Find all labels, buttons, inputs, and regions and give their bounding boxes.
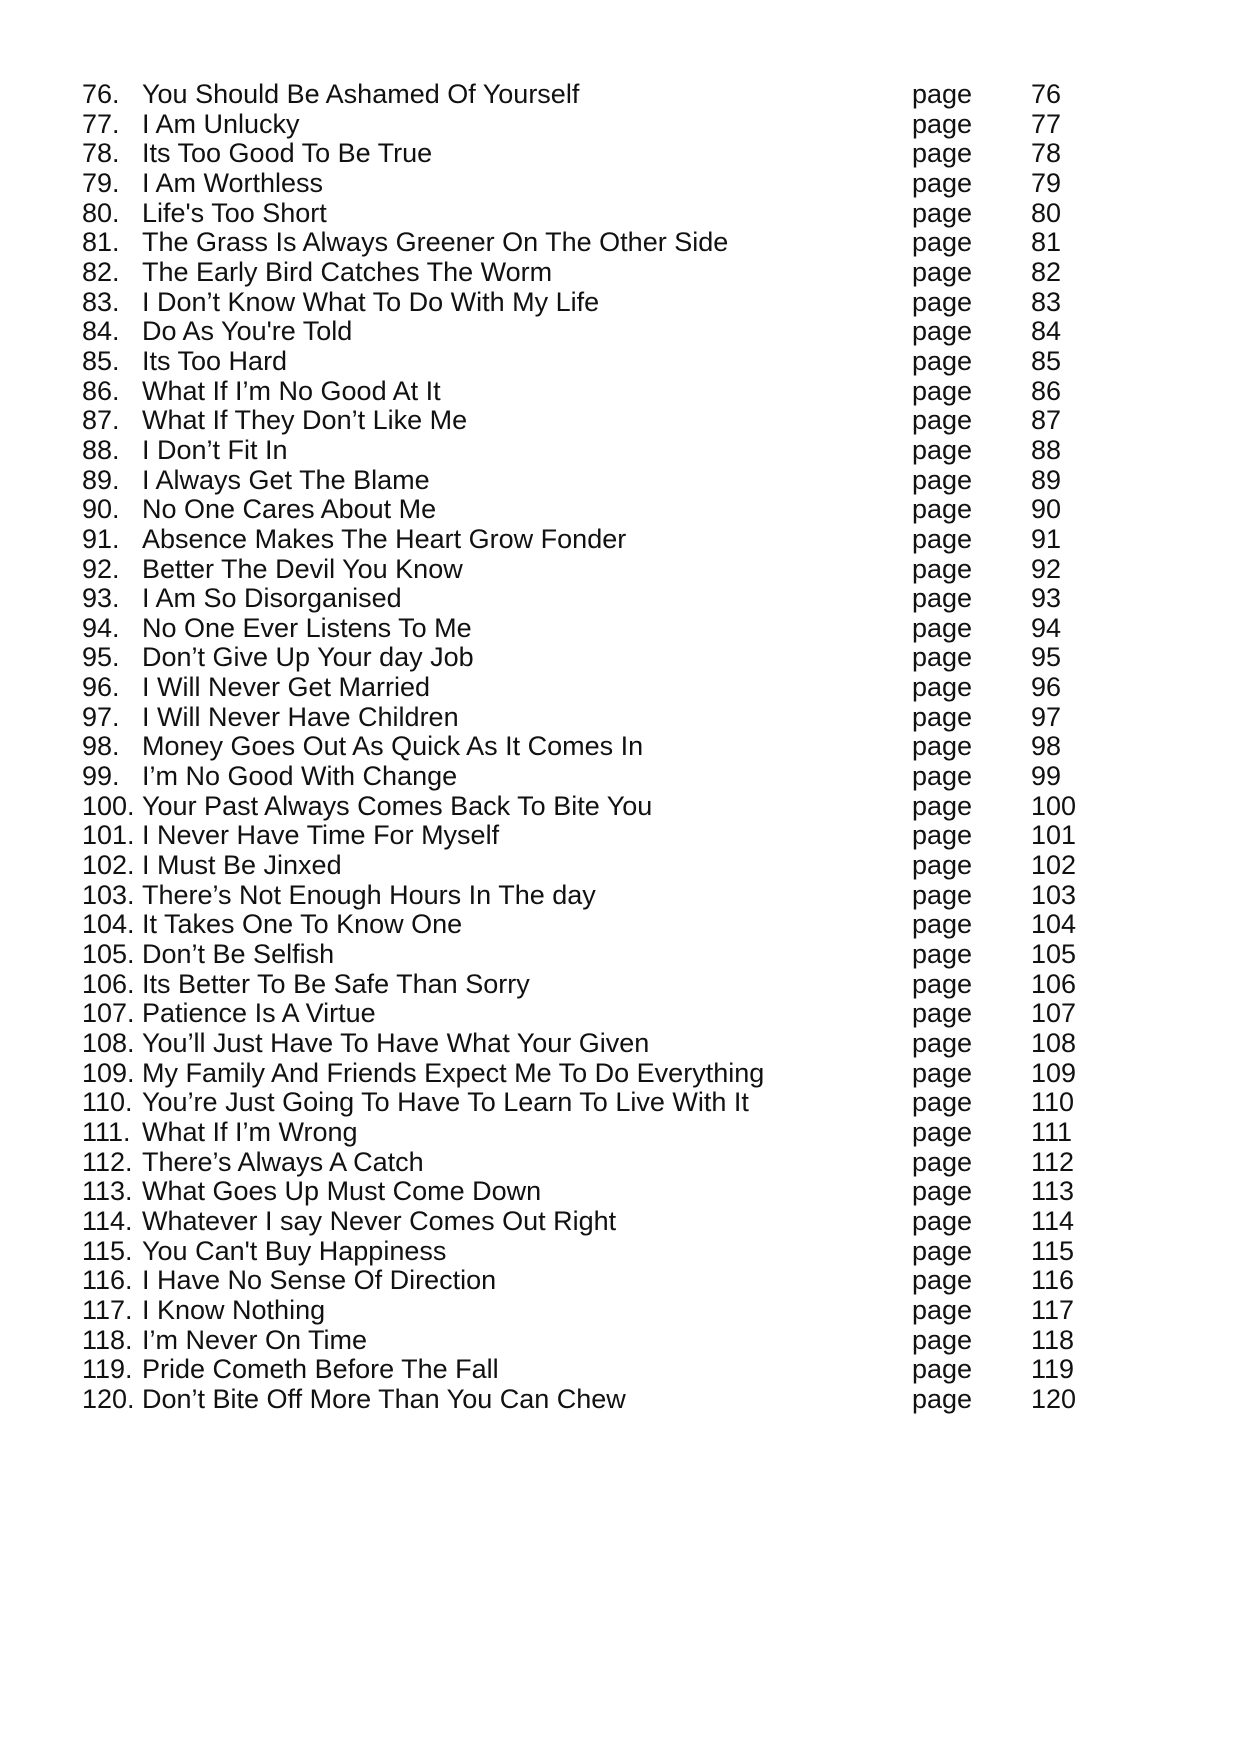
entry-page-number: 76: [1031, 79, 1062, 109]
entry-title: Better The Devil You Know: [142, 553, 463, 584]
entry-title: What If I’m No Good At It: [142, 375, 441, 406]
entry-page-number: 96: [1031, 672, 1062, 703]
entry-page-label: page: [912, 1057, 973, 1088]
entry-title: It Takes One To Know One: [142, 909, 463, 940]
entry-number: 89.: [82, 464, 120, 495]
entry-page-label: page: [912, 1294, 973, 1325]
toc-entry: [0, 703, 1240, 733]
entry-title: Whatever I say Never Comes Out Right: [142, 1205, 617, 1236]
entry-page-number: 81: [1031, 227, 1062, 258]
entry-number: 108.: [82, 1028, 135, 1058]
entry-page-label: page: [912, 909, 973, 940]
entry-page-number: 99: [1031, 761, 1062, 792]
entry-page-label: page: [912, 227, 973, 258]
entry-title: My Family And Friends Expect Me To Do Everything: [142, 1057, 765, 1088]
entry-number: 101.: [82, 820, 135, 851]
entry-title: I Will Never Get Married: [142, 672, 431, 703]
entry-number: 95.: [82, 642, 120, 673]
entry-number: 113.: [82, 1176, 133, 1207]
entry-number: 120.: [82, 1383, 135, 1414]
toc-entry: [0, 1326, 1240, 1356]
toc-entry: [0, 436, 1240, 466]
entry-number: 114.: [82, 1205, 133, 1236]
entry-page-label: page: [912, 612, 973, 643]
entry-title: Patience Is A Virtue: [142, 998, 376, 1029]
entry-page-number: 80: [1031, 197, 1062, 228]
entry-title: No One Cares About Me: [142, 494, 437, 525]
entry-page-label: page: [912, 583, 973, 614]
toc-entry: [0, 317, 1240, 347]
entry-page-number: 79: [1031, 167, 1062, 198]
entry-page-label: page: [912, 1205, 973, 1236]
entry-page-label: page: [912, 701, 973, 732]
entry-page-number: 108: [1031, 1028, 1077, 1058]
entry-page-number: 91: [1031, 523, 1062, 554]
entry-page-number: 90: [1031, 494, 1062, 525]
entry-page-number: 89: [1031, 464, 1062, 495]
entry-title: I Know Nothing: [142, 1294, 326, 1325]
toc-entry: [0, 1118, 1240, 1148]
entry-number: 90.: [82, 494, 120, 525]
entry-number: 118.: [82, 1324, 133, 1355]
entry-number: 98.: [82, 731, 120, 762]
entry-page-number: 117: [1031, 1294, 1075, 1325]
entry-page-label: page: [912, 820, 973, 851]
entry-page-label: page: [912, 405, 973, 436]
entry-page-label: page: [912, 879, 973, 910]
entry-number: 117.: [82, 1294, 133, 1325]
entry-page-label: page: [912, 761, 973, 792]
entry-page-label: page: [912, 464, 973, 495]
entry-page-number: 87: [1031, 405, 1062, 436]
entry-title: I Don’t Know What To Do With My Life: [142, 286, 600, 317]
entry-page-number: 103: [1031, 879, 1077, 910]
entry-page-number: 98: [1031, 731, 1062, 762]
entry-page-label: page: [912, 1028, 973, 1058]
toc-entry: [0, 1177, 1240, 1207]
entry-title: Do As You're Told: [142, 316, 353, 347]
entry-page-number: 119: [1031, 1354, 1075, 1385]
entry-title: Don’t Give Up Your day Job: [142, 642, 474, 673]
entry-page-label: page: [912, 642, 973, 673]
entry-number: 115.: [82, 1235, 133, 1266]
entry-number: 93.: [82, 583, 120, 614]
entry-number: 107.: [82, 998, 135, 1029]
entry-page-label: page: [912, 375, 973, 406]
entry-page-label: page: [912, 434, 973, 465]
entry-page-label: page: [912, 345, 973, 376]
entry-page-number: 105: [1031, 939, 1077, 970]
toc-entry: [0, 228, 1240, 258]
entry-title: I’m No Good With Change: [142, 761, 458, 792]
entry-page-label: page: [912, 1146, 973, 1177]
entry-page-number: 104: [1031, 909, 1077, 940]
entry-page-number: 114: [1031, 1205, 1075, 1236]
toc-entry: [0, 1296, 1240, 1326]
toc-entry: [0, 999, 1240, 1029]
entry-number: 80.: [82, 197, 120, 228]
entry-title: I Am Unlucky: [142, 108, 300, 139]
entry-title: What If I’m Wrong: [142, 1116, 358, 1147]
entry-page-label: page: [912, 939, 973, 970]
entry-page-label: page: [912, 1116, 973, 1147]
toc-entry: [0, 377, 1240, 407]
entry-page-number: 110: [1031, 1087, 1075, 1118]
entry-page-label: page: [912, 256, 973, 287]
entry-title: The Early Bird Catches The Worm: [142, 256, 553, 287]
entry-number: 102.: [82, 850, 135, 881]
entry-page-number: 113: [1031, 1176, 1075, 1207]
toc-entry: [0, 1059, 1240, 1089]
toc-entry: [0, 139, 1240, 169]
entry-title: I Must Be Jinxed: [142, 850, 342, 881]
entry-number: 96.: [82, 672, 120, 703]
toc-entry: [0, 881, 1240, 911]
entry-title: There’s Not Enough Hours In The day: [142, 879, 596, 910]
entry-title: You Can't Buy Happiness: [142, 1235, 447, 1266]
entry-page-number: 82: [1031, 256, 1062, 287]
entry-page-label: page: [912, 1087, 973, 1118]
entry-page-label: page: [912, 790, 973, 821]
entry-title: Life's Too Short: [142, 197, 327, 228]
toc-entry: [0, 1207, 1240, 1237]
entry-number: 81.: [82, 227, 120, 258]
entry-number: 83.: [82, 286, 120, 317]
entry-page-label: page: [912, 1383, 973, 1414]
entry-title: No One Ever Listens To Me: [142, 612, 472, 643]
entry-page-label: page: [912, 850, 973, 881]
toc-entry: [0, 792, 1240, 822]
entry-title: I’m Never On Time: [142, 1324, 368, 1355]
entry-page-label: page: [912, 167, 973, 198]
entry-number: 104.: [82, 909, 135, 940]
entry-number: 106.: [82, 968, 135, 999]
entry-number: 112.: [82, 1146, 133, 1177]
toc-entry: [0, 910, 1240, 940]
entry-page-label: page: [912, 1176, 973, 1207]
entry-title: I Have No Sense Of Direction: [142, 1265, 497, 1296]
entry-number: 88.: [82, 434, 120, 465]
entry-page-number: 84: [1031, 316, 1062, 347]
entry-number: 99.: [82, 761, 120, 792]
table-of-contents: [0, 80, 1240, 1415]
entry-page-label: page: [912, 672, 973, 703]
entry-number: 78.: [82, 138, 120, 169]
entry-page-number: 88: [1031, 434, 1062, 465]
toc-entry: [0, 406, 1240, 436]
entry-number: 91.: [82, 523, 120, 554]
entry-page-number: 112: [1031, 1146, 1075, 1177]
entry-page-number: 109: [1031, 1057, 1077, 1088]
entry-title: I Am So Disorganised: [142, 583, 402, 614]
entry-number: 97.: [82, 701, 120, 732]
toc-entry: [0, 1029, 1240, 1059]
entry-number: 85.: [82, 345, 120, 376]
entry-page-label: page: [912, 286, 973, 317]
entry-title: I Will Never Have Children: [142, 701, 459, 732]
entry-number: 87.: [82, 405, 120, 436]
entry-number: 77.: [82, 108, 120, 139]
toc-entry: [0, 762, 1240, 792]
entry-title: You’ll Just Have To Have What Your Given: [142, 1028, 650, 1058]
toc-entry: [0, 970, 1240, 1000]
entry-page-label: page: [912, 1324, 973, 1355]
entry-page-label: page: [912, 968, 973, 999]
entry-page-number: 106: [1031, 968, 1077, 999]
toc-entry: [0, 288, 1240, 318]
entry-title: I Am Worthless: [142, 167, 324, 198]
entry-page-label: page: [912, 108, 973, 139]
entry-page-number: 92: [1031, 553, 1062, 584]
toc-entry: [0, 1385, 1240, 1415]
toc-entry: [0, 673, 1240, 703]
entry-number: 100.: [82, 790, 135, 821]
entry-page-label: page: [912, 79, 973, 109]
toc-entry: [0, 940, 1240, 970]
toc-entry: [0, 525, 1240, 555]
entry-title: Its Better To Be Safe Than Sorry: [142, 968, 530, 999]
toc-entry: [0, 614, 1240, 644]
entry-number: 84.: [82, 316, 120, 347]
entry-number: 76.: [82, 79, 120, 109]
entry-number: 116.: [82, 1265, 133, 1296]
toc-entry: [0, 347, 1240, 377]
entry-page-number: 97: [1031, 701, 1062, 732]
entry-page-number: 101: [1031, 820, 1077, 851]
entry-page-label: page: [912, 731, 973, 762]
entry-title: Its Too Hard: [142, 345, 288, 376]
entry-page-label: page: [912, 1235, 973, 1266]
toc-entry: [0, 584, 1240, 614]
toc-entry: [0, 466, 1240, 496]
entry-title: What If They Don’t Like Me: [142, 405, 468, 436]
entry-number: 103.: [82, 879, 135, 910]
entry-page-number: 94: [1031, 612, 1062, 643]
entry-title: You Should Be Ashamed Of Yourself: [142, 79, 580, 109]
entry-page-label: page: [912, 494, 973, 525]
entry-number: 111.: [82, 1116, 131, 1147]
entry-title: Money Goes Out As Quick As It Comes In: [142, 731, 644, 762]
entry-page-label: page: [912, 553, 973, 584]
entry-number: 86.: [82, 375, 120, 406]
entry-page-label: page: [912, 138, 973, 169]
toc-entry: [0, 555, 1240, 585]
entry-page-number: 111: [1031, 1116, 1073, 1147]
entry-title: There’s Always A Catch: [142, 1146, 424, 1177]
toc-entry: [0, 169, 1240, 199]
entry-number: 92.: [82, 553, 120, 584]
toc-entry: [0, 1355, 1240, 1385]
entry-page-label: page: [912, 197, 973, 228]
entry-title: I Never Have Time For Myself: [142, 820, 500, 851]
toc-entry: [0, 821, 1240, 851]
entry-page-label: page: [912, 316, 973, 347]
toc-entry: [0, 732, 1240, 762]
toc-entry: [0, 258, 1240, 288]
entry-number: 110.: [82, 1087, 133, 1118]
entry-page-number: 86: [1031, 375, 1062, 406]
entry-title: Don’t Be Selfish: [142, 939, 335, 970]
toc-entry: [0, 1266, 1240, 1296]
entry-title: Your Past Always Comes Back To Bite You: [142, 790, 653, 821]
toc-entry: [0, 110, 1240, 140]
toc-entry: [0, 495, 1240, 525]
entry-page-number: 93: [1031, 583, 1062, 614]
entry-title: I Don’t Fit In: [142, 434, 288, 465]
entry-title: Its Too Good To Be True: [142, 138, 433, 169]
toc-entry: [0, 199, 1240, 229]
entry-page-number: 120: [1031, 1383, 1077, 1414]
entry-title: What Goes Up Must Come Down: [142, 1176, 542, 1207]
entry-page-number: 115: [1031, 1235, 1075, 1266]
entry-page-label: page: [912, 1265, 973, 1296]
toc-entry: [0, 80, 1240, 110]
entry-page-label: page: [912, 998, 973, 1029]
entry-number: 105.: [82, 939, 135, 970]
toc-entry: [0, 1148, 1240, 1178]
entry-title: Absence Makes The Heart Grow Fonder: [142, 523, 627, 554]
entry-page-label: page: [912, 1354, 973, 1385]
entry-title: The Grass Is Always Greener On The Other Side: [142, 227, 729, 258]
entry-page-number: 78: [1031, 138, 1062, 169]
entry-number: 82.: [82, 256, 120, 287]
entry-page-number: 116: [1031, 1265, 1075, 1296]
entry-page-number: 100: [1031, 790, 1077, 821]
entry-page-label: page: [912, 523, 973, 554]
entry-page-number: 77: [1031, 108, 1062, 139]
entry-page-number: 107: [1031, 998, 1077, 1029]
toc-entry: [0, 643, 1240, 673]
entry-title: You’re Just Going To Have To Learn To Live With It: [142, 1087, 749, 1118]
entry-title: Don’t Bite Off More Than You Can Chew: [142, 1383, 626, 1414]
entry-number: 94.: [82, 612, 120, 643]
entry-page-number: 95: [1031, 642, 1062, 673]
entry-page-number: 85: [1031, 345, 1062, 376]
entry-number: 119.: [82, 1354, 133, 1385]
toc-entry: [0, 1237, 1240, 1267]
entry-number: 79.: [82, 167, 120, 198]
toc-entry: [0, 851, 1240, 881]
entry-page-number: 102: [1031, 850, 1077, 881]
entry-number: 109.: [82, 1057, 135, 1088]
entry-page-number: 118: [1031, 1324, 1075, 1355]
entry-page-number: 83: [1031, 286, 1062, 317]
entry-title: I Always Get The Blame: [142, 464, 430, 495]
toc-entry: [0, 1088, 1240, 1118]
entry-title: Pride Cometh Before The Fall: [142, 1354, 499, 1385]
